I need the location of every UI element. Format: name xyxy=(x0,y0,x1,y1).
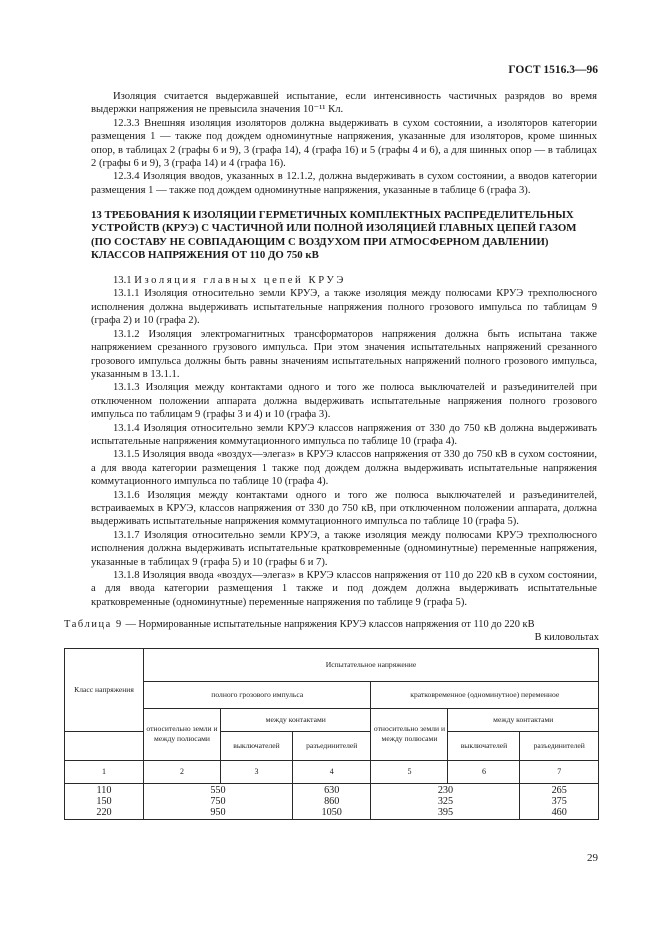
header-between-contacts: между контактами xyxy=(448,708,599,731)
paragraph: 13.1.6 Изоляция между контактами одного и того же полюса выключателей и разъединителей, встраиваемых в КРУЭ, классов напряжения от 330 до 750 кВ, при отключенном положении аппарата, должна выдерживать испытательные напряжения коммутационного импульса по таблице 10 (графа 5). xyxy=(91,489,597,528)
subsection-heading xyxy=(91,274,597,287)
header-breakers: выключателей xyxy=(221,731,293,760)
header-between-contacts: между контактами xyxy=(221,708,371,731)
paragraph: 13.1.3 Изоляция между контактами одного и того же полюса выключателей и разъединителей при отключенном положении аппарата должна выдерживать испытательные напряжения полного грозового импульса по таблицам 9 (графы 3 и 4) и 10 (графа 3). xyxy=(91,382,597,421)
cell-lightning-disconnectors: 630 860 1050 xyxy=(292,783,371,819)
column-number: 2 xyxy=(144,760,221,783)
column-number: 7 xyxy=(520,760,599,783)
subsection-title: Изоляция главных цепей КРУЭ xyxy=(134,275,346,287)
paragraph: 13.1.4 Изоляция относительно земли КРУЭ классов напряжения от 330 до 750 кВ должна выдерживать испытательные напряжения коммутационного импульса по таблице 10 (графа 4). xyxy=(91,422,597,447)
header-class: Класс напряжения xyxy=(65,648,144,731)
document-header: ГОСТ 1516.3—96 xyxy=(508,64,598,76)
column-number: 5 xyxy=(371,760,448,783)
voltage-table xyxy=(64,648,599,820)
table-caption-text: — Нормированные испытательные напряжения КРУЭ классов напряжения от 110 до 220 кВ xyxy=(122,619,535,631)
subsection-number: 13.1 xyxy=(113,275,132,287)
paragraph: 13.1.1 Изоляция относительно земли КРУЭ, а также изоляция между полюсами КРУЭ трехполюсного исполнения должна выдерживать испытательные напряжения полного грозового импульса по таблицам 9 (графа 2) и 10 (графа 2). xyxy=(91,288,597,327)
section-title: 13 ТРЕБОВАНИЯ К ИЗОЛЯЦИИ ГЕРМЕТИЧНЫХ КОМПЛЕКТНЫХ РАСПРЕДЕЛИТЕЛЬНЫХ УСТРОЙСТВ (КРУЭ) С ЧАСТИЧНОЙ ИЛИ ПОЛНОЙ ИЗОЛЯЦИЕЙ ГЛАВНЫХ ЦЕПЕЙ ГАЗОМ (ПО СОСТАВУ НЕ СОВПАДАЮЩИМ С ВОЗДУХОМ ПРИ АТМОСФЕРНОМ ДАВЛЕНИИ) КЛАССОВ НАПРЯЖЕНИЯ ОТ 110 ДО 750 кВ xyxy=(91,209,577,261)
paragraph: 13.1.8 Изоляция ввода «воздух—элегаз» в КРУЭ классов напряжения от 110 до 220 кВ в сухом состоянии, а для ввода категории размещения 1 также и под дождем должна выдерживать испытательные кратковременные (одноминутные) переменные напряжения по таблице 9 (графа 5). xyxy=(91,570,597,608)
column-number: 3 xyxy=(221,760,293,783)
header-disconnectors: разъединителей xyxy=(520,731,599,760)
paragraph: 13.1.7 Изоляция относительно земли КРУЭ, а также изоляция между полюсами КРУЭ трехполюсного исполнения должна выдерживать испытательные кратковременные (одноминутные) переменные напряжения, указанные в таблицах 9 (графа 5) и 10 (графы 6 и 7). xyxy=(91,529,597,568)
column-number: 4 xyxy=(292,760,371,783)
header-disconnectors: разъединителей xyxy=(292,731,371,760)
cell-lightning-earth-breakers: 550 750 950 xyxy=(144,783,293,819)
table-units: В киловольтах xyxy=(534,632,599,644)
paragraph: 12.3.4 Изоляция вводов, указанных в 12.1.2, должна выдерживать в сухом состоянии, а вводов категории размещения 1 — также под дождем одноминутные напряжения, указанные в таблице 6 (графа 3). xyxy=(91,171,597,196)
column-number: 1 xyxy=(65,760,144,783)
column-number: 6 xyxy=(448,760,520,783)
page-number: 29 xyxy=(587,852,598,864)
paragraph: Изоляция считается выдержавшей испытание, если интенсивность частичных разрядов во время выдержки напряжения не превысила значения 10⁻¹¹ Кл. xyxy=(91,91,597,116)
text-column xyxy=(64,90,599,820)
paragraph: 13.1.5 Изоляция ввода «воздух—элегаз» в КРУЭ классов напряжения от 330 до 750 кВ в сухом состоянии, а для ввода категории размещения 1 также под дождем должна выдерживать испытательные напряжения коммутационного импульса по таблице 10 (графа 4). xyxy=(91,449,597,488)
header-lightning: полного грозового импульса xyxy=(144,681,371,708)
header-test-voltage: Испытательное напряжение xyxy=(144,648,599,681)
paragraph: 12.3.3 Внешняя изоляция изоляторов должна выдерживать в сухом состоянии, а изоляторов категории размещения 1 — также под дождем одноминутные напряжения, указанные для изоляторов, кроме шинных опор, в таблицах 2 (графы 6 и 9), 3 (графа 14), 4 (графа 16) и 5 (графы 4 и 6), а для шинных опор — в таблицах 2 (графы 6 и 9), 3 (графа 14) и 4 (графа 16). xyxy=(91,117,597,170)
header-short-term: кратковременное (одноминутное) переменное xyxy=(371,681,599,708)
header-relative-earth: относительно земли и между полюсами xyxy=(144,708,221,760)
header-relative-earth: относительно земли и между полюсами xyxy=(371,708,448,760)
cell-short-earth-breakers: 230 325 395 xyxy=(371,783,520,819)
header-breakers: выключателей xyxy=(448,731,520,760)
table-caption xyxy=(64,619,597,632)
cell-short-disconnectors: 265 375 460 xyxy=(520,783,599,819)
paragraph: 13.1.2 Изоляция электромагнитных трансформаторов напряжения должна быть испытана также напряжением срезанного грузового импульса. При этом значения испытательных напряжений срезанного грозового импульса должны быть равны значениям испытательных напряжений полного грозового импульса, указанным в 13.1.1. xyxy=(91,328,597,380)
cell-class: 110 150 220 xyxy=(65,783,144,819)
table-caption-label: Таблица 9 xyxy=(64,619,123,631)
